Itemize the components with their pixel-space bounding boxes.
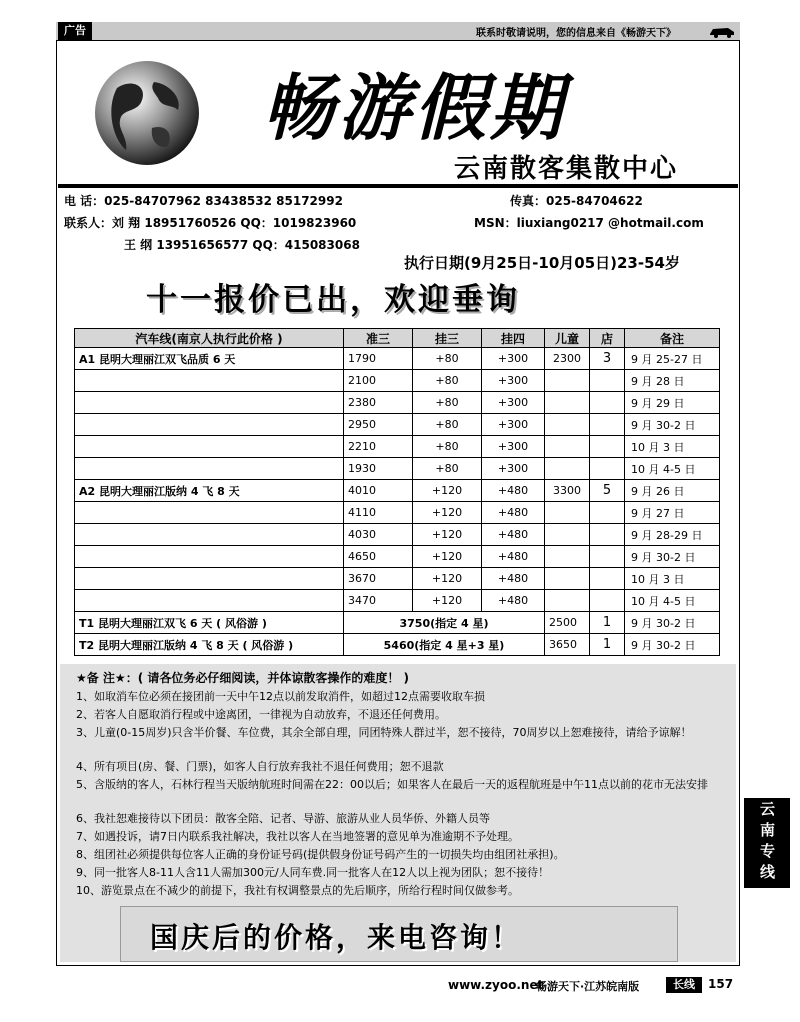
table-row <box>75 524 720 546</box>
table-cell: +120 <box>413 480 482 502</box>
footer-url: www.zyoo.net <box>448 978 544 992</box>
table-cell <box>75 436 344 458</box>
table-row <box>75 502 720 524</box>
table-cell: 9 月 30-2 日 <box>625 414 720 436</box>
remark-item: 3、儿童(0-15周岁)只含半价餐、车位费，其余全部自理，同团特殊人群过半，恕不接待，70周岁以上恕难接待，请给予谅解！ <box>76 726 692 739</box>
table-cell: 1930 <box>344 458 413 480</box>
table-cell: +80 <box>413 414 482 436</box>
page-number: 157 <box>708 977 734 991</box>
table-cell <box>545 436 590 458</box>
table-cell: 9 月 26 日 <box>625 480 720 502</box>
remark-item: 4、所有项目(房、餐、门票)，如客人自行放弃我社不退任何费用；恕不退款 <box>76 760 444 773</box>
remark-item: 6、我社恕难接待以下团员：散客全陪、记者、导游、旅游从业人员华侨、外籍人员等 <box>76 812 490 825</box>
table-cell <box>590 568 625 590</box>
table-cell: +300 <box>482 414 545 436</box>
table-cell <box>590 458 625 480</box>
table-row <box>75 414 720 436</box>
msn-line: MSN：liuxiang0217 @hotmail.com <box>474 216 704 230</box>
brand-title: 畅游假期 <box>262 65 567 150</box>
table-cell: +120 <box>413 568 482 590</box>
ad-tag: 广告 <box>58 22 92 40</box>
col-header: 挂四 <box>482 329 545 348</box>
col-header: 备注 <box>625 329 720 348</box>
table-cell: A1 昆明大理丽江双飞品质 6 天 <box>75 348 344 370</box>
table-header-row <box>75 329 720 348</box>
remarks-heading: ★备 注★：( 请各位务必仔细阅读，并体谅散客操作的难度！ ) <box>76 671 410 685</box>
table-cell: 9 月 27 日 <box>625 502 720 524</box>
table-cell: 3670 <box>344 568 413 590</box>
table-cell: 3750(指定 4 星) <box>344 612 545 634</box>
table-row <box>75 458 720 480</box>
table-row <box>75 392 720 414</box>
table-cell: 5460(指定 4 星+3 星) <box>344 634 545 656</box>
table-cell: 2100 <box>344 370 413 392</box>
header-rule <box>58 184 738 188</box>
table-row <box>75 348 720 370</box>
promo-banner: 十一报价已出，欢迎垂询 <box>146 282 520 318</box>
phone-line: 电 话：025-84707962 83438532 85172992 <box>64 194 343 208</box>
col-header: 汽车线(南京人执行此价格 ) <box>75 329 344 348</box>
table-cell: +480 <box>482 590 545 612</box>
contact-line-2: 王 纲 13951656577 QQ：415083068 <box>124 238 360 252</box>
table-cell <box>75 590 344 612</box>
table-cell: +480 <box>482 480 545 502</box>
remark-item: 5、含版纳的客人，石林行程当天版纳航班时间需在22：00以后；如果客人在最后一天的返程航班是中午11点以前的花市无法安排 <box>76 778 708 791</box>
table-cell: +300 <box>482 458 545 480</box>
car-logo-icon <box>708 24 736 38</box>
table-cell: 2500 <box>545 612 590 634</box>
table-cell: 2380 <box>344 392 413 414</box>
fax-line: 传真：025-84704622 <box>510 194 643 208</box>
table-cell <box>545 458 590 480</box>
table-cell: +480 <box>482 502 545 524</box>
table-cell: T1 昆明大理丽江双飞 6 天 ( 风俗游 ) <box>75 612 344 634</box>
table-cell: 5 <box>590 480 625 502</box>
table-row <box>75 436 720 458</box>
table-row <box>75 612 720 634</box>
table-cell <box>75 370 344 392</box>
table-cell: +120 <box>413 590 482 612</box>
table-row <box>75 590 720 612</box>
table-cell <box>75 546 344 568</box>
table-cell: 9 月 28 日 <box>625 370 720 392</box>
table-cell: 10 月 4-5 日 <box>625 590 720 612</box>
remark-item: 2、若客人自愿取消行程或中途离团，一律视为自动放弃，不退还任何费用。 <box>76 708 446 721</box>
table-row <box>75 370 720 392</box>
table-cell: +300 <box>482 392 545 414</box>
table-cell: +480 <box>482 568 545 590</box>
col-header: 挂三 <box>413 329 482 348</box>
footer-tag: 长线 <box>666 977 702 993</box>
table-cell: 4030 <box>344 524 413 546</box>
price-table <box>74 328 720 656</box>
remark-item: 8、组团社必须提供每位客人正确的身份证号码(提供假身份证号码产生的一切损失均由组团社承担)。 <box>76 848 565 861</box>
table-cell: A2 昆明大理丽江版纳 4 飞 8 天 <box>75 480 344 502</box>
table-cell <box>590 590 625 612</box>
table-cell: 9 月 30-2 日 <box>625 612 720 634</box>
table-cell: 1 <box>590 634 625 656</box>
table-cell: 3300 <box>545 480 590 502</box>
table-cell <box>590 392 625 414</box>
table-cell: 3470 <box>344 590 413 612</box>
table-cell: 10 月 3 日 <box>625 436 720 458</box>
table-cell: +80 <box>413 392 482 414</box>
table-cell: T2 昆明大理丽江版纳 4 飞 8 天 ( 风俗游 ) <box>75 634 344 656</box>
globe-icon <box>92 58 202 168</box>
table-cell: 1790 <box>344 348 413 370</box>
table-cell <box>590 546 625 568</box>
table-row <box>75 480 720 502</box>
remark-item: 9、同一批客人8-11人含11人需加300元/人同车费.同一批客人在12人以上视为团队；恕不接待！ <box>76 866 550 879</box>
table-cell <box>590 414 625 436</box>
table-cell: +300 <box>482 348 545 370</box>
col-header: 儿童 <box>545 329 590 348</box>
table-cell: +480 <box>482 546 545 568</box>
table-cell: +80 <box>413 348 482 370</box>
table-cell: 4650 <box>344 546 413 568</box>
col-header: 店 <box>590 329 625 348</box>
footer-publication: 畅游天下·江苏皖南版 <box>536 980 640 993</box>
table-cell <box>75 568 344 590</box>
table-cell: 9 月 29 日 <box>625 392 720 414</box>
table-cell: +80 <box>413 370 482 392</box>
table-cell <box>75 502 344 524</box>
side-tab: 云南专线 <box>744 798 790 888</box>
table-cell: +480 <box>482 524 545 546</box>
contact-line-1: 联系人：刘 翔 18951760526 QQ：1019823960 <box>64 216 357 230</box>
table-cell: +300 <box>482 370 545 392</box>
table-cell <box>545 392 590 414</box>
table-cell <box>590 436 625 458</box>
table-row <box>75 634 720 656</box>
table-cell: 10 月 3 日 <box>625 568 720 590</box>
table-cell <box>545 568 590 590</box>
table-cell <box>590 502 625 524</box>
table-cell: 4010 <box>344 480 413 502</box>
table-cell: 2210 <box>344 436 413 458</box>
table-cell <box>590 524 625 546</box>
table-cell: +120 <box>413 546 482 568</box>
table-cell <box>75 524 344 546</box>
table-cell: +300 <box>482 436 545 458</box>
table-cell: 3 <box>590 348 625 370</box>
table-cell <box>75 414 344 436</box>
table-cell: 9 月 25-27 日 <box>625 348 720 370</box>
validity-date: 执行日期(9月25日-10月05日)23-54岁 <box>404 254 680 272</box>
table-cell: +80 <box>413 458 482 480</box>
table-cell <box>75 392 344 414</box>
table-cell <box>545 590 590 612</box>
table-cell <box>590 370 625 392</box>
table-row <box>75 546 720 568</box>
table-row <box>75 568 720 590</box>
table-cell: 1 <box>590 612 625 634</box>
brand-subtitle: 云南散客集散中心 <box>454 154 679 184</box>
table-cell <box>75 458 344 480</box>
table-cell: 9 月 30-2 日 <box>625 546 720 568</box>
table-cell: 2950 <box>344 414 413 436</box>
table-cell: +80 <box>413 436 482 458</box>
table-cell: +120 <box>413 524 482 546</box>
table-cell: 9 月 30-2 日 <box>625 634 720 656</box>
table-cell <box>545 414 590 436</box>
table-cell <box>545 502 590 524</box>
table-cell <box>545 370 590 392</box>
table-cell: 2300 <box>545 348 590 370</box>
footer-message: 国庆后的价格，来电咨询！ <box>150 921 523 954</box>
table-cell <box>545 546 590 568</box>
table-cell: +120 <box>413 502 482 524</box>
top-note: 联系时敬请说明，您的信息来自《畅游天下》 <box>476 28 676 39</box>
remark-item: 10、游览景点在不减少的前提下，我社有权调整景点的先后顺序，所给行程时间仅做参考。 <box>76 884 519 897</box>
col-header: 准三 <box>344 329 413 348</box>
table-cell <box>545 524 590 546</box>
table-cell: 9 月 28-29 日 <box>625 524 720 546</box>
remark-item: 1、如取消车位必须在接团前一天中午12点以前发取消件，如超过12点需要收取车损 <box>76 690 485 703</box>
table-cell: 4110 <box>344 502 413 524</box>
table-cell: 10 月 4-5 日 <box>625 458 720 480</box>
table-cell: 3650 <box>545 634 590 656</box>
remark-item: 7、如遇投诉，请7日内联系我社解决，我社以客人在当地签署的意见单为准逾期不予处理。 <box>76 830 519 843</box>
